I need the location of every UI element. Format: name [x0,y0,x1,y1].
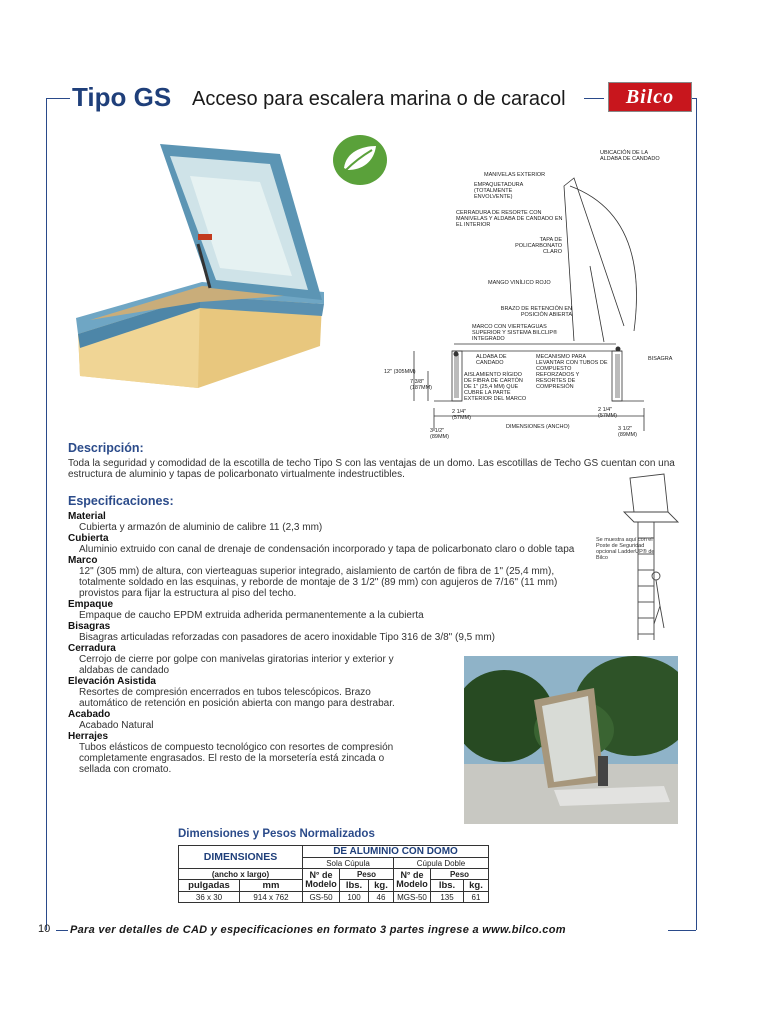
th-peso1: Peso [340,869,394,880]
diagram-label-ubicacion: UBICACIÓN DE LA ALDABA DE CANDADO [600,150,660,162]
technical-diagram [394,146,684,446]
footer-text: Para ver detalles de CAD y especificaciones en formato 3 partes ingrese a www.bilco.com [70,924,566,936]
diagram-label-bisagra: BISAGRA [648,356,673,362]
spec-label: Marco [68,555,98,566]
th-ancho: (ancho x largo) [179,869,303,880]
th-dimensiones: DIMENSIONES [179,846,303,869]
th-sola: Sola Cúpula [303,858,394,869]
spec-label: Acabado [68,709,111,720]
frame-line-top-mid [584,98,604,99]
footer-line-right [668,930,696,931]
spec-material [68,511,588,533]
spec-label: Material [68,511,106,522]
th-lbs2: lbs. [431,880,464,892]
diagram-label-cerradura: CERRADURA DE RESORTE CON MANIVELAS Y ALDABA DE CANDADO EN EL INTERIOR [456,210,563,228]
page-subtitle: Acceso para escalera marina o de caracol [192,88,566,110]
spec-label: Elevación Asistida [68,676,156,687]
th-kg2: kg. [464,880,489,892]
diagram-dim-7: 7 3/8" (187MM) [410,379,433,391]
spec-empaque [68,599,588,621]
cell-kg2: 61 [464,892,489,903]
diagram-dim-214b: 2 1/4" (57MM) [598,407,617,419]
page-title: Tipo GS [72,82,172,112]
spec-value: 12" (305 mm) de altura, con vierteaguas superior integrado, aislamiento de cartón de fibra de 1" (25,4 mm), totalmente soldado en las esquinas, y reborde de montaje de 3 1/2" (89 mm) con agujeros de 7/16" (11 mm) provistos para fijar la estructura al piso del techo. [79,566,558,599]
spec-marco [68,555,588,599]
table-title: Dimensiones y Pesos Normalizados [178,828,375,840]
cell-mm: 914 x 762 [240,892,303,903]
eco-leaf-icon [332,134,388,186]
spec-value: Cerrojo de cierre por golpe con manivelas giratorias interior y exterior y aldabas de candado [79,654,394,676]
diagram-label-aldaba: ALDABA DE CANDADO [476,354,507,366]
th-peso2: Peso [431,869,489,880]
cell-kg1: 46 [369,892,394,903]
spec-label: Herrajes [68,731,109,742]
ladder-note: Se muestra aquí con el Poste de Seguridad opcional LadderUP® de Bilco [596,537,655,561]
product-photo-hatch [70,136,328,406]
th-lbs1: lbs. [340,880,369,892]
th-kg1: kg. [369,880,394,892]
diagram-dim-12: 12" (305MM) [384,369,416,375]
diagram-dim-312b: 3 1/2" (89MM) [618,426,637,438]
descripcion-heading: Descripción: [68,441,144,455]
spec-value: Cubierta y armazón de aluminio de calibre 11 (2,3 mm) [79,522,323,533]
spec-label: Empaque [68,599,114,610]
page-number: 10 [38,923,51,935]
diagram-label-empaquetadura: EMPAQUETADURA (TOTALMENTE ENVOLVENTE) [474,182,523,200]
diagram-label-aislamiento: AISLAMIENTO RÍGIDO DE FIBRA DE CARTÓN DE 1" (25,4 MM) QUE CUBRE LA PARTE EXTERIOR DEL MARCO [464,372,527,402]
th-pulgadas: pulgadas [179,880,240,892]
diagram-dim-214a: 2 1/4" (57MM) [452,409,471,421]
cell-lbs1: 100 [340,892,369,903]
table-row [179,892,489,903]
frame-line-top-left [46,98,70,99]
spec-value: Bisagras articuladas reforzadas con pasadores de acero inoxidable Tipo 316 de 3/8" (9,5 mm) [79,632,496,643]
th-modelo1: N° de Modelo [303,869,340,892]
diagram-label-tapa: TAPA DE POLICARBONATO CLARO [515,237,562,255]
especificaciones-heading: Especificaciones: [68,494,174,508]
spec-value: Acabado Natural [79,720,154,731]
spec-value: Tubos elásticos de compuesto tecnológico con resortes de compresión completamente engrasados. El resto de la morsetería está zincada o sellada con cromato. [79,742,394,775]
bilco-logo [608,82,692,112]
spec-bisagras [68,621,588,643]
diagram-label-manivelas: MANIVELAS EXTERIOR [484,172,546,178]
cell-pulgadas: 36 x 30 [179,892,240,903]
spec-value: Empaque de caucho EPDM extruida adherida permanentemente a la cubierta [79,610,424,621]
dimensions-table [178,845,489,903]
spec-label: Bisagras [68,621,111,632]
diagram-label-brazo: BRAZO DE RETENCIÓN EN POSICIÓN ABIERTA [500,306,572,318]
diagram-label-marco: MARCO CON VIERTEAGUAS SUPERIOR Y SISTEMA BILCLIP® INTEGRADO [472,324,558,342]
diagram-label-mecanismo: MECANISMO PARA LEVANTAR CON TUBOS DE COMPUESTO REFORZADOS Y RESORTES DE COMPRESIÓN [536,354,608,390]
diagram-dim-312a: 3 1/2" (89MM) [430,428,449,440]
diagram-dim-ancho: DIMENSIONES (ANCHO) [506,424,570,430]
spec-label: Cerradura [68,643,116,654]
th-modelo2: N° de Modelo [394,869,431,892]
cell-lbs2: 135 [431,892,464,903]
logo-text: Bilco [625,85,675,108]
frame-line-left [46,98,47,930]
frame-line-right [696,98,697,930]
spec-value: Resortes de compresión encerrados en tubos telescópicos. Brazo automático de retención en posición abierta con mango para destrabar. [79,687,395,709]
cell-modelo2: MGS-50 [394,892,431,903]
spec-label: Cubierta [68,533,109,544]
product-photo-roof [464,656,678,824]
th-doble: Cúpula Doble [394,858,489,869]
cell-modelo1: GS-50 [303,892,340,903]
th-mm: mm [240,880,303,892]
descripcion-text: Toda la seguridad y comodidad de la escotilla de techo Tipo S con las ventajas de un domo. Las escotillas de Techo GS cuentan con una estructura de aluminio y tapas de policarbonato virtualmente indestructibles. [68,458,675,480]
spec-value: Aluminio extruido con canal de drenaje de condensación incorporado y tapa de policarbonato claro o doble tapa [79,544,575,555]
footer-line-left [56,930,68,931]
spec-cubierta [68,533,588,555]
th-aluminio: DE ALUMINIO CON DOMO [303,846,489,858]
diagram-label-mango: MANGO VINÍLICO ROJO [488,280,551,286]
